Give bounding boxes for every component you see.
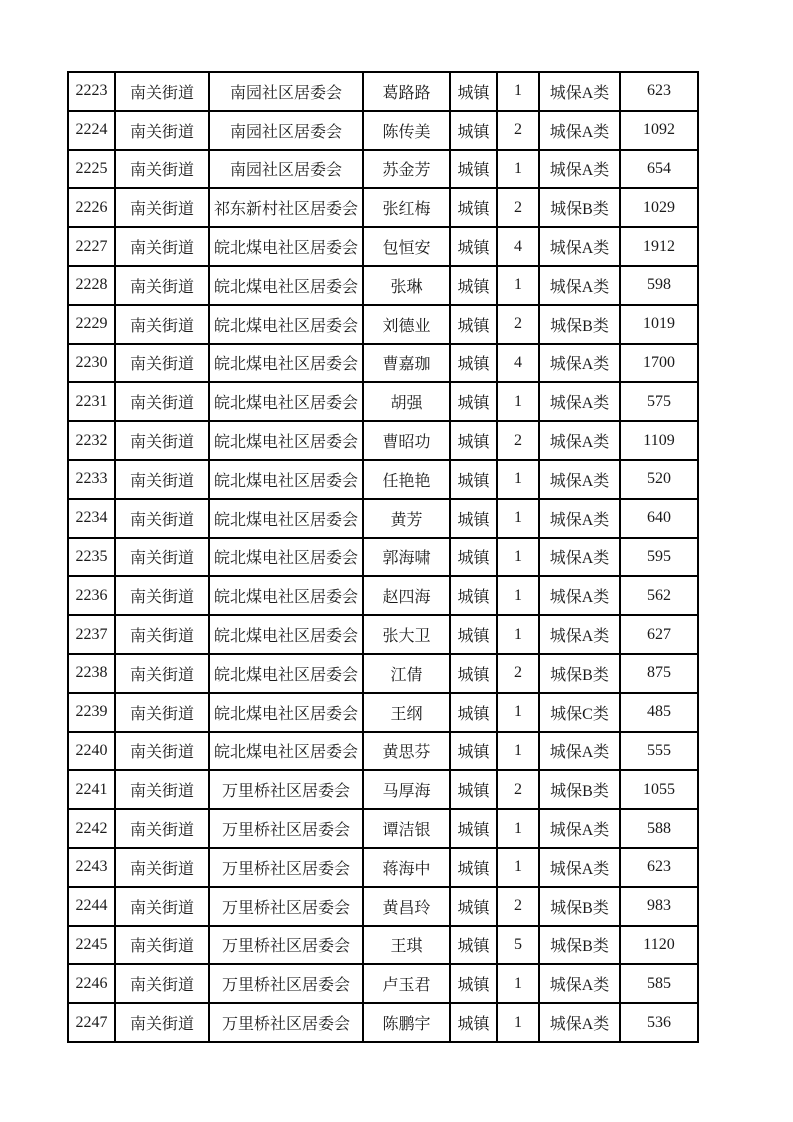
cell-person-name: 张红梅 xyxy=(363,188,450,227)
table-row xyxy=(68,576,698,615)
cell-insurance-category: 城保A类 xyxy=(539,150,620,189)
cell-person-name: 王琪 xyxy=(363,926,450,965)
cell-person-name: 任艳艳 xyxy=(363,460,450,499)
table-row xyxy=(68,809,698,848)
cell-community: 皖北煤电社区居委会 xyxy=(209,227,363,266)
cell-amount: 875 xyxy=(620,654,698,693)
cell-street: 南关街道 xyxy=(115,421,209,460)
table-row xyxy=(68,266,698,305)
cell-person-name: 陈鹏宇 xyxy=(363,1003,450,1042)
cell-seq-number: 2247 xyxy=(68,1003,115,1042)
cell-insurance-category: 城保B类 xyxy=(539,188,620,227)
cell-person-name: 黄芳 xyxy=(363,499,450,538)
cell-person-count: 1 xyxy=(497,809,539,848)
cell-community: 皖北煤电社区居委会 xyxy=(209,615,363,654)
cell-community: 南园社区居委会 xyxy=(209,72,363,111)
cell-person-count: 1 xyxy=(497,693,539,732)
cell-amount: 1019 xyxy=(620,305,698,344)
cell-household-type: 城镇 xyxy=(450,732,497,771)
cell-seq-number: 2240 xyxy=(68,732,115,771)
cell-community: 皖北煤电社区居委会 xyxy=(209,305,363,344)
roster-table xyxy=(67,71,699,1043)
cell-seq-number: 2223 xyxy=(68,72,115,111)
table-row xyxy=(68,460,698,499)
cell-insurance-category: 城保A类 xyxy=(539,344,620,383)
cell-household-type: 城镇 xyxy=(450,887,497,926)
table-row xyxy=(68,72,698,111)
table-row xyxy=(68,848,698,887)
cell-insurance-category: 城保B类 xyxy=(539,887,620,926)
cell-person-name: 黄昌玲 xyxy=(363,887,450,926)
cell-person-count: 2 xyxy=(497,770,539,809)
cell-community: 皖北煤电社区居委会 xyxy=(209,654,363,693)
cell-street: 南关街道 xyxy=(115,887,209,926)
cell-person-count: 1 xyxy=(497,538,539,577)
cell-insurance-category: 城保B类 xyxy=(539,926,620,965)
cell-person-count: 4 xyxy=(497,227,539,266)
cell-insurance-category: 城保A类 xyxy=(539,809,620,848)
table-row xyxy=(68,188,698,227)
cell-amount: 520 xyxy=(620,460,698,499)
cell-street: 南关街道 xyxy=(115,964,209,1003)
cell-household-type: 城镇 xyxy=(450,576,497,615)
cell-person-name: 王纲 xyxy=(363,693,450,732)
cell-insurance-category: 城保A类 xyxy=(539,499,620,538)
cell-amount: 983 xyxy=(620,887,698,926)
cell-household-type: 城镇 xyxy=(450,964,497,1003)
cell-insurance-category: 城保B类 xyxy=(539,770,620,809)
cell-seq-number: 2228 xyxy=(68,266,115,305)
cell-person-name: 黄思芬 xyxy=(363,732,450,771)
cell-community: 万里桥社区居委会 xyxy=(209,848,363,887)
cell-community: 祁东新村社区居委会 xyxy=(209,188,363,227)
cell-amount: 575 xyxy=(620,382,698,421)
cell-street: 南关街道 xyxy=(115,848,209,887)
cell-person-name: 蒋海中 xyxy=(363,848,450,887)
cell-person-count: 1 xyxy=(497,499,539,538)
table-row xyxy=(68,227,698,266)
cell-insurance-category: 城保A类 xyxy=(539,382,620,421)
cell-person-count: 1 xyxy=(497,615,539,654)
cell-community: 皖北煤电社区居委会 xyxy=(209,576,363,615)
cell-street: 南关街道 xyxy=(115,305,209,344)
table-body xyxy=(68,72,698,1042)
cell-person-count: 2 xyxy=(497,188,539,227)
cell-community: 万里桥社区居委会 xyxy=(209,770,363,809)
cell-street: 南关街道 xyxy=(115,266,209,305)
cell-community: 皖北煤电社区居委会 xyxy=(209,460,363,499)
table-row xyxy=(68,732,698,771)
table-row xyxy=(68,964,698,1003)
cell-community: 万里桥社区居委会 xyxy=(209,1003,363,1042)
cell-community: 万里桥社区居委会 xyxy=(209,964,363,1003)
cell-seq-number: 2227 xyxy=(68,227,115,266)
cell-insurance-category: 城保B类 xyxy=(539,654,620,693)
cell-community: 皖北煤电社区居委会 xyxy=(209,732,363,771)
cell-seq-number: 2233 xyxy=(68,460,115,499)
cell-street: 南关街道 xyxy=(115,111,209,150)
cell-person-name: 曹嘉珈 xyxy=(363,344,450,383)
cell-person-count: 1 xyxy=(497,460,539,499)
cell-insurance-category: 城保A类 xyxy=(539,227,620,266)
cell-amount: 588 xyxy=(620,809,698,848)
cell-street: 南关街道 xyxy=(115,188,209,227)
cell-amount: 623 xyxy=(620,848,698,887)
cell-person-count: 1 xyxy=(497,72,539,111)
cell-person-name: 谭洁银 xyxy=(363,809,450,848)
cell-amount: 654 xyxy=(620,150,698,189)
cell-insurance-category: 城保A类 xyxy=(539,538,620,577)
cell-person-name: 张大卫 xyxy=(363,615,450,654)
cell-household-type: 城镇 xyxy=(450,460,497,499)
cell-seq-number: 2237 xyxy=(68,615,115,654)
cell-insurance-category: 城保A类 xyxy=(539,421,620,460)
cell-household-type: 城镇 xyxy=(450,111,497,150)
cell-insurance-category: 城保A类 xyxy=(539,72,620,111)
cell-seq-number: 2229 xyxy=(68,305,115,344)
cell-household-type: 城镇 xyxy=(450,654,497,693)
cell-amount: 485 xyxy=(620,693,698,732)
cell-street: 南关街道 xyxy=(115,654,209,693)
table-row xyxy=(68,654,698,693)
cell-community: 皖北煤电社区居委会 xyxy=(209,344,363,383)
cell-seq-number: 2243 xyxy=(68,848,115,887)
cell-person-count: 1 xyxy=(497,150,539,189)
cell-household-type: 城镇 xyxy=(450,266,497,305)
cell-amount: 1912 xyxy=(620,227,698,266)
cell-person-count: 4 xyxy=(497,344,539,383)
cell-household-type: 城镇 xyxy=(450,693,497,732)
cell-person-name: 包恒安 xyxy=(363,227,450,266)
cell-person-count: 1 xyxy=(497,964,539,1003)
cell-community: 万里桥社区居委会 xyxy=(209,887,363,926)
cell-person-name: 葛路路 xyxy=(363,72,450,111)
cell-community: 皖北煤电社区居委会 xyxy=(209,693,363,732)
cell-household-type: 城镇 xyxy=(450,382,497,421)
cell-person-count: 5 xyxy=(497,926,539,965)
table-row xyxy=(68,770,698,809)
table-row xyxy=(68,693,698,732)
cell-street: 南关街道 xyxy=(115,576,209,615)
cell-amount: 1092 xyxy=(620,111,698,150)
cell-person-name: 郭海啸 xyxy=(363,538,450,577)
cell-amount: 640 xyxy=(620,499,698,538)
cell-seq-number: 2230 xyxy=(68,344,115,383)
cell-seq-number: 2235 xyxy=(68,538,115,577)
cell-amount: 627 xyxy=(620,615,698,654)
cell-amount: 1109 xyxy=(620,421,698,460)
spreadsheet-table-region xyxy=(67,71,699,1043)
cell-community: 万里桥社区居委会 xyxy=(209,809,363,848)
cell-insurance-category: 城保A类 xyxy=(539,615,620,654)
cell-amount: 1120 xyxy=(620,926,698,965)
cell-community: 皖北煤电社区居委会 xyxy=(209,538,363,577)
cell-street: 南关街道 xyxy=(115,732,209,771)
cell-seq-number: 2241 xyxy=(68,770,115,809)
cell-person-count: 2 xyxy=(497,111,539,150)
cell-seq-number: 2242 xyxy=(68,809,115,848)
cell-household-type: 城镇 xyxy=(450,421,497,460)
cell-community: 皖北煤电社区居委会 xyxy=(209,266,363,305)
cell-street: 南关街道 xyxy=(115,344,209,383)
cell-household-type: 城镇 xyxy=(450,72,497,111)
cell-amount: 1700 xyxy=(620,344,698,383)
cell-street: 南关街道 xyxy=(115,499,209,538)
cell-household-type: 城镇 xyxy=(450,188,497,227)
cell-person-count: 2 xyxy=(497,421,539,460)
cell-street: 南关街道 xyxy=(115,460,209,499)
cell-street: 南关街道 xyxy=(115,1003,209,1042)
cell-person-name: 张琳 xyxy=(363,266,450,305)
cell-community: 南园社区居委会 xyxy=(209,150,363,189)
cell-amount: 623 xyxy=(620,72,698,111)
table-row xyxy=(68,615,698,654)
cell-street: 南关街道 xyxy=(115,382,209,421)
cell-street: 南关街道 xyxy=(115,693,209,732)
cell-seq-number: 2225 xyxy=(68,150,115,189)
cell-street: 南关街道 xyxy=(115,770,209,809)
table-row xyxy=(68,305,698,344)
cell-person-count: 2 xyxy=(497,305,539,344)
table-row xyxy=(68,150,698,189)
cell-seq-number: 2234 xyxy=(68,499,115,538)
cell-person-name: 陈传美 xyxy=(363,111,450,150)
cell-household-type: 城镇 xyxy=(450,770,497,809)
cell-seq-number: 2224 xyxy=(68,111,115,150)
table-row xyxy=(68,111,698,150)
cell-seq-number: 2236 xyxy=(68,576,115,615)
cell-amount: 1055 xyxy=(620,770,698,809)
cell-amount: 562 xyxy=(620,576,698,615)
cell-street: 南关街道 xyxy=(115,227,209,266)
cell-person-count: 1 xyxy=(497,1003,539,1042)
cell-street: 南关街道 xyxy=(115,809,209,848)
cell-community: 皖北煤电社区居委会 xyxy=(209,421,363,460)
cell-seq-number: 2238 xyxy=(68,654,115,693)
cell-person-name: 赵四海 xyxy=(363,576,450,615)
cell-person-name: 胡强 xyxy=(363,382,450,421)
cell-seq-number: 2231 xyxy=(68,382,115,421)
cell-seq-number: 2245 xyxy=(68,926,115,965)
cell-person-count: 1 xyxy=(497,732,539,771)
cell-person-count: 1 xyxy=(497,266,539,305)
cell-insurance-category: 城保B类 xyxy=(539,305,620,344)
cell-household-type: 城镇 xyxy=(450,150,497,189)
cell-household-type: 城镇 xyxy=(450,615,497,654)
cell-household-type: 城镇 xyxy=(450,848,497,887)
cell-person-name: 卢玉君 xyxy=(363,964,450,1003)
cell-household-type: 城镇 xyxy=(450,344,497,383)
cell-household-type: 城镇 xyxy=(450,926,497,965)
cell-person-name: 曹昭功 xyxy=(363,421,450,460)
cell-insurance-category: 城保A类 xyxy=(539,848,620,887)
cell-community: 万里桥社区居委会 xyxy=(209,926,363,965)
cell-amount: 595 xyxy=(620,538,698,577)
cell-community: 皖北煤电社区居委会 xyxy=(209,499,363,538)
table-row xyxy=(68,382,698,421)
table-row xyxy=(68,421,698,460)
cell-person-count: 1 xyxy=(497,576,539,615)
cell-seq-number: 2226 xyxy=(68,188,115,227)
cell-household-type: 城镇 xyxy=(450,538,497,577)
cell-street: 南关街道 xyxy=(115,615,209,654)
cell-person-count: 2 xyxy=(497,654,539,693)
cell-household-type: 城镇 xyxy=(450,809,497,848)
table-row xyxy=(68,344,698,383)
cell-insurance-category: 城保C类 xyxy=(539,693,620,732)
cell-street: 南关街道 xyxy=(115,150,209,189)
table-row xyxy=(68,538,698,577)
cell-insurance-category: 城保A类 xyxy=(539,576,620,615)
cell-household-type: 城镇 xyxy=(450,1003,497,1042)
cell-person-name: 马厚海 xyxy=(363,770,450,809)
cell-street: 南关街道 xyxy=(115,926,209,965)
cell-seq-number: 2244 xyxy=(68,887,115,926)
table-row xyxy=(68,1003,698,1042)
cell-seq-number: 2232 xyxy=(68,421,115,460)
cell-person-count: 1 xyxy=(497,382,539,421)
cell-community: 皖北煤电社区居委会 xyxy=(209,382,363,421)
cell-insurance-category: 城保A类 xyxy=(539,266,620,305)
cell-household-type: 城镇 xyxy=(450,305,497,344)
cell-amount: 598 xyxy=(620,266,698,305)
cell-household-type: 城镇 xyxy=(450,499,497,538)
cell-insurance-category: 城保A类 xyxy=(539,111,620,150)
cell-insurance-category: 城保A类 xyxy=(539,964,620,1003)
cell-amount: 585 xyxy=(620,964,698,1003)
cell-street: 南关街道 xyxy=(115,538,209,577)
cell-person-name: 江倩 xyxy=(363,654,450,693)
table-row xyxy=(68,499,698,538)
cell-seq-number: 2239 xyxy=(68,693,115,732)
table-row xyxy=(68,887,698,926)
cell-insurance-category: 城保A类 xyxy=(539,732,620,771)
table-row xyxy=(68,926,698,965)
cell-insurance-category: 城保A类 xyxy=(539,1003,620,1042)
cell-person-count: 1 xyxy=(497,848,539,887)
cell-insurance-category: 城保A类 xyxy=(539,460,620,499)
cell-street: 南关街道 xyxy=(115,72,209,111)
cell-amount: 1029 xyxy=(620,188,698,227)
cell-amount: 555 xyxy=(620,732,698,771)
cell-community: 南园社区居委会 xyxy=(209,111,363,150)
cell-household-type: 城镇 xyxy=(450,227,497,266)
cell-person-count: 2 xyxy=(497,887,539,926)
cell-person-name: 苏金芳 xyxy=(363,150,450,189)
cell-seq-number: 2246 xyxy=(68,964,115,1003)
cell-person-name: 刘德业 xyxy=(363,305,450,344)
cell-amount: 536 xyxy=(620,1003,698,1042)
